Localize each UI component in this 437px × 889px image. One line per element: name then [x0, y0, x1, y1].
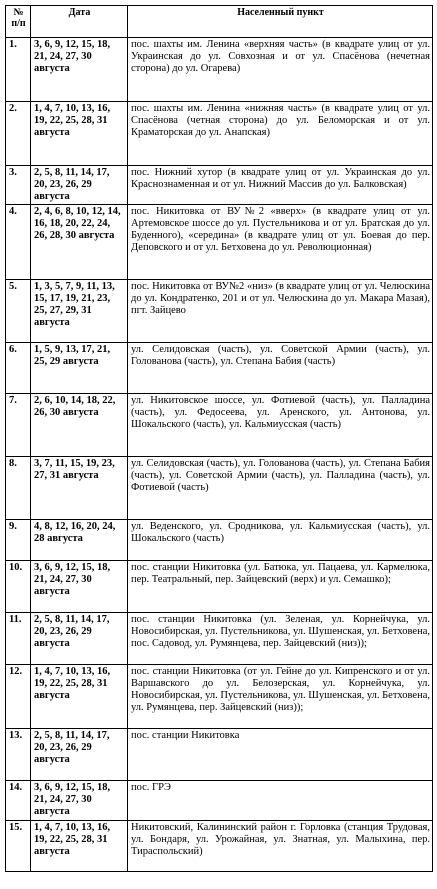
- row-dates: 2, 6, 10, 14, 18, 22, 26, 30 августа: [31, 394, 128, 457]
- row-dates: 3, 6, 9, 12, 15, 18, 21, 24, 27, 30 августа: [31, 38, 128, 102]
- row-dates: 2, 5, 8, 11, 14, 17, 20, 23, 26, 29 августа: [31, 729, 128, 781]
- table-row: [6, 781, 433, 821]
- row-dates: 4, 8, 12, 16, 20, 24, 28 августа: [31, 520, 128, 561]
- header-row: [6, 6, 433, 38]
- table-row: [6, 38, 433, 102]
- row-dates: 3, 6, 9, 12, 15, 18, 21, 24, 27, 30 августа: [31, 781, 128, 821]
- row-number: 8.: [6, 457, 31, 520]
- row-dates: 3, 6, 9, 12, 15, 18, 21, 24, 27, 30 августа: [31, 561, 128, 613]
- row-place: пос. станции Никитовка: [128, 729, 433, 781]
- row-dates: 1, 3, 5, 7, 9, 11, 13, 15, 17, 19, 21, 23, 25, 27, 29, 31 августа: [31, 280, 128, 343]
- row-number: 5.: [6, 280, 31, 343]
- table-row: [6, 613, 433, 665]
- row-number: 6.: [6, 343, 31, 394]
- table-row: [6, 205, 433, 280]
- table-row: [6, 561, 433, 613]
- row-dates: 1, 4, 7, 10, 13, 16, 19, 22, 25, 28, 31 августа: [31, 102, 128, 166]
- row-number: 7.: [6, 394, 31, 457]
- row-place: ул. Никитовское шоссе, ул. Фотиевой (часть), ул. Палладина (часть), ул. Федосеева, ул. Аренского, ул. Антонова, ул. Шокальского (часть), ул. Кальмиусская (часть): [128, 394, 433, 457]
- header-num: № п/п: [6, 6, 31, 38]
- row-number: 11.: [6, 613, 31, 665]
- row-number: 15.: [6, 821, 31, 872]
- row-dates: 1, 5, 9, 13, 17, 21, 25, 29 августа: [31, 343, 128, 394]
- row-place: пос. шахты им. Ленина «нижняя часть» (в квадрате улиц от ул. Спасёнова (четная сторона) до ул. Беломорская и от ул. Краматорская до ул. Анапская): [128, 102, 433, 166]
- row-dates: 2, 5, 8, 11, 14, 17, 20, 23, 26, 29 августа: [31, 166, 128, 205]
- table-row: [6, 520, 433, 561]
- row-number: 2.: [6, 102, 31, 166]
- row-place: пос. станции Никитовка (ул. Зеленая, ул. Корнейчука, ул. Новосибирская, ул. Пустельникова, ул. Шушенская, ул. Бетховена, пос. Садовод, ул. Румянцева, пер. Зайцевский (низ));: [128, 613, 433, 665]
- row-place: пос. ГРЭ: [128, 781, 433, 821]
- table-row: [6, 166, 433, 205]
- row-place: пос. станции Никитовка (от ул. Гейне до ул. Кипренского и от ул. Варшавского до ул. Белозерская, ул. Корнейчука, ул. Новосибирская, ул. Пустельникова, ул. Шушенская, ул. Бетховена, ул. Румянцева, пер. Зайцевский (низ));: [128, 665, 433, 729]
- row-number: 4.: [6, 205, 31, 280]
- row-number: 13.: [6, 729, 31, 781]
- row-place: пос. шахты им. Ленина «верхняя часть» (в квадрате улиц от ул. Украинская до ул. Совхозная и от ул. Спасёнова (нечетная сторона) до ул. Огарева): [128, 38, 433, 102]
- row-place: пос. станции Никитовка (ул. Батюка, ул. Пацаева, ул. Кармелюка, пер. Театральный, пер. Зайцевский (верх) и ул. Семашко);: [128, 561, 433, 613]
- row-number: 12.: [6, 665, 31, 729]
- row-place: ул. Селидовская (часть), ул. Голованова (часть), ул. Степана Бабия (часть), ул. Советской Армии (часть), ул. Палладина (часть), ул. Фотиевой (часть): [128, 457, 433, 520]
- table-row: [6, 343, 433, 394]
- row-place: пос. Никитовка от ВУ№2 «вверх» (в квадрате улиц от ул. Артемовское шоссе до ул. Пустельникова и от ул. Братская до ул. Буденного), «середина» (в квадрате улиц от ул. Боевая до пер. Деповского и от ул. Бетховена до ул. Революционная): [128, 205, 433, 280]
- row-place: пос. Никитовка от ВУ№2 «низ» (в квадрате улиц от ул. Челюскина до ул. Кондратенко, 201 и от ул. Челюскина до ул. Макара Мазая), пгт. Зайцево: [128, 280, 433, 343]
- row-number: 3.: [6, 166, 31, 205]
- row-number: 1.: [6, 38, 31, 102]
- table-row: [6, 665, 433, 729]
- row-number: 9.: [6, 520, 31, 561]
- row-number: 10.: [6, 561, 31, 613]
- row-place: пос. Нижний хутор (в квадрате улиц от ул. Украинская до ул. Краснознаменная и от ул. Нижний Массив до ул. Балковская): [128, 166, 433, 205]
- table-row: [6, 821, 433, 872]
- row-place: ул. Селидовская (часть), ул. Советской Армии (часть), ул. Голованова (часть), ул. Степана Бабия (часть): [128, 343, 433, 394]
- table-row: [6, 394, 433, 457]
- header-place: Населенный пункт: [128, 6, 433, 38]
- table-row: [6, 102, 433, 166]
- row-dates: 2, 4, 6, 8, 10, 12, 14, 16, 18, 20, 22, 24, 26, 28, 30 августа: [31, 205, 128, 280]
- table-row: [6, 729, 433, 781]
- row-number: 14.: [6, 781, 31, 821]
- table-row: [6, 280, 433, 343]
- schedule-table: [5, 5, 433, 872]
- table-row: [6, 457, 433, 520]
- row-dates: 1, 4, 7, 10, 13, 16, 19, 22, 25, 28, 31 августа: [31, 821, 128, 872]
- row-place: Никитовский, Калининский район г. Горловка (станция Трудовая, ул. Бондаря, ул. Урожайная, ул. Знатная, ул. Малыхина, пер. Тираспольский): [128, 821, 433, 872]
- row-dates: 3, 7, 11, 15, 19, 23, 27, 31 августа: [31, 457, 128, 520]
- header-date: Дата: [31, 6, 128, 38]
- row-place: ул. Веденского, ул. Сродникова, ул. Кальмиусская (часть), ул. Шокальского (часть): [128, 520, 433, 561]
- row-dates: 1, 4, 7, 10, 13, 16, 19, 22, 25, 28, 31 августа: [31, 665, 128, 729]
- row-dates: 2, 5, 8, 11, 14, 17, 20, 23, 26, 29 августа: [31, 613, 128, 665]
